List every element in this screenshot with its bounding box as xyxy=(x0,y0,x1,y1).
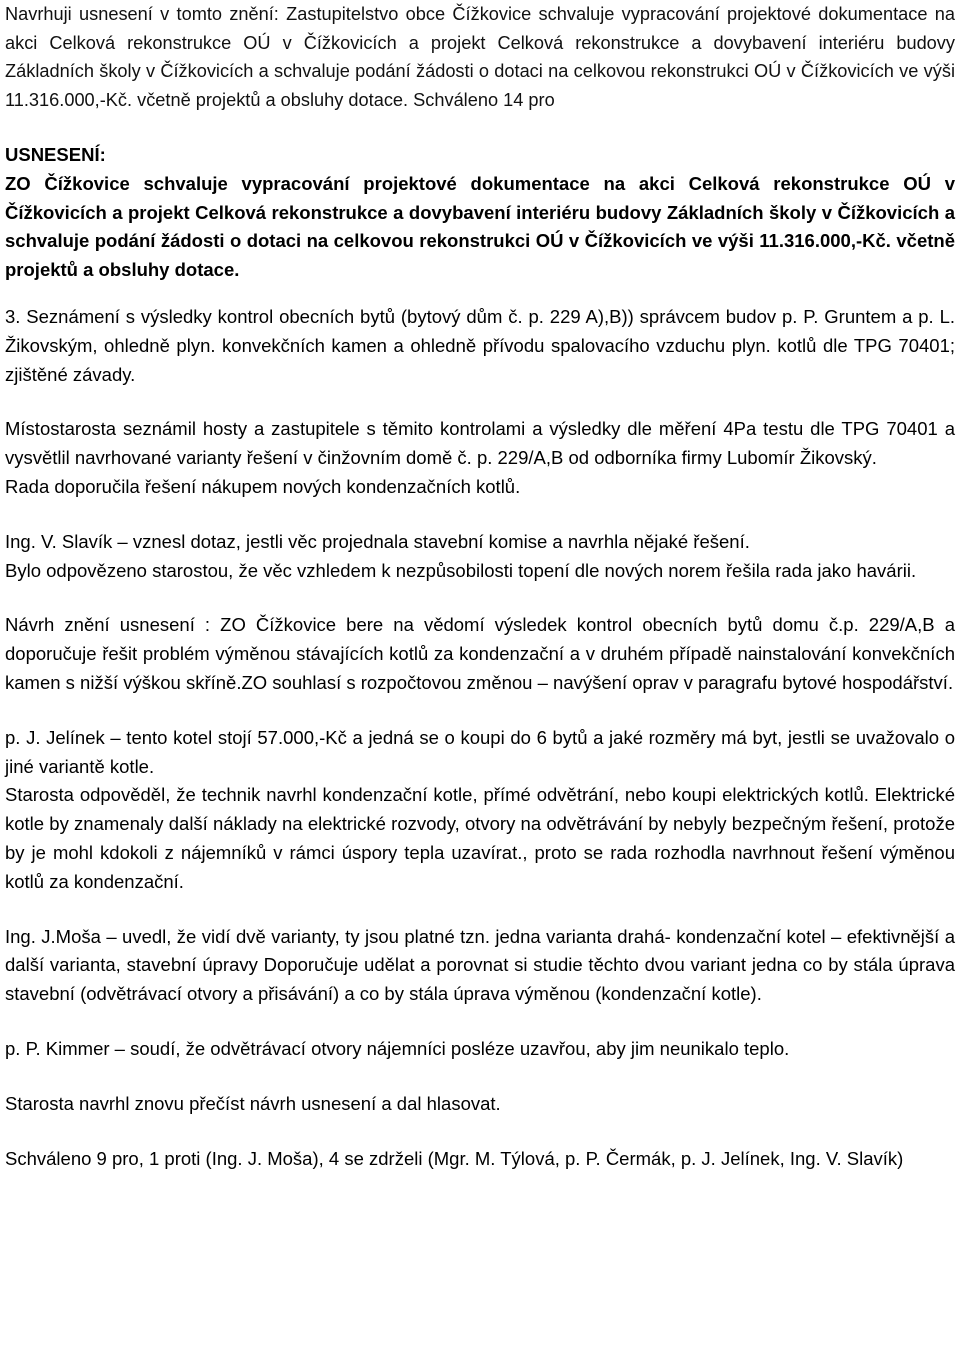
paragraph-line: Návrh znění usnesení : ZO Čížkovice bere na vědomí výsledek kontrol obecních bytů domu č.p. 229/A,B a doporučuje řešit problém výměnou stávajících kotlů za kondenzační a v druhém případě nainstalování konvekčních kamen s nižší výškou skříně.ZO souhlasí s rozpočtovou změnou – navýšení oprav v paragrafu bytové hospodářství. xyxy=(5,614,955,693)
paragraph-jelinek-discussion xyxy=(5,724,955,897)
resolution-heading: USNESENÍ: xyxy=(5,144,106,165)
paragraph-vote-result xyxy=(5,1145,955,1174)
document-page xyxy=(5,0,955,1173)
paragraph-line: Ing. J.Moša – uvedl, že vidí dvě varianty, ty jsou platné tzn. jedna varianta drahá- kondenzační kotel – efektivnější a další varianta, stavební úpravy Doporučuje udělat a porovnat si studie těchto dvou variant jedna co by stála úprava stavební (odvětrávací otvory a přisávání) a co by stála úprava výměnou (kondenzační kotle). xyxy=(5,925,955,1005)
paragraph-line: Schváleno 9 pro, 1 proti (Ing. J. Moša), 4 se zdrželi (Mgr. M. Týlová, p. P. Čermák, p. J. Jelínek, Ing. V. Slavík) xyxy=(5,1147,904,1169)
agenda-item-3-title: 3. Seznámení s výsledky kontrol obecních bytů (bytový dům č. p. 229 A),B)) správcem budov p. P. Gruntem a p. L. Žikovským, ohledně plyn. konvekčních kamen a ohledně přívodu spalovacího vzduchu plyn. kotlů dle TPG 70401; zjištěné závady. xyxy=(5,305,955,385)
paragraph-slavik-question xyxy=(5,528,955,586)
paragraph-line: Starosta navrhl znovu přečíst návrh usnesení a dal hlasovat. xyxy=(5,1092,501,1114)
paragraph-line: Rada doporučila řešení nákupem nových kondenzačních kotlů. xyxy=(5,475,521,497)
paragraph-line: Místostarosta seznámil hosty a zastupitele s těmito kontrolami a výsledky dle měření 4Pa testu dle TPG 70401 a vysvětlil navrhované varianty řešení v činžovním domě č. p. 229/A,B od odborníka firmy Lubomír Žikovský. xyxy=(5,418,955,469)
paragraph-line: Bylo odpovězeno starostou, že věc vzhledem k nezpůsobilosti topení dle nových norem řešila rada jako havárii. xyxy=(5,559,917,581)
proposal-paragraph: Navrhuji usnesení v tomto znění: Zastupitelstvo obce Čížkovice schvaluje vypracování projektové dokumentace na akci Celková rekonstrukce OÚ v Čížkovicích a projekt Celková rekonstrukce a dovybavení interiéru budovy Základních školy v Čížkovicích a schvaluje podání žádosti o dotaci na celkovou rekonstrukci OÚ v Čížkovicích ve výši 11.316.000,-Kč. včetně projektů a obsluhy dotace. Schváleno 14 pro xyxy=(5,4,955,110)
resolution-text: ZO Čížkovice schvaluje vypracování projektové dokumentace na akci Celková rekonstrukce OÚ v Čížkovicích a projekt Celková rekonstrukce a dovybavení interiéru budovy Základních školy v Čížkovicích a schvaluje podání žádosti o dotaci na celkovou rekonstrukci OÚ v Čížkovicích ve výši 11.316.000,-Kč. včetně projektů a obsluhy dotace. xyxy=(5,172,955,281)
paragraph-line: p. J. Jelínek – tento kotel stojí 57.000,-Kč a jedná se o koupi do 6 bytů a jaké rozměry má byt, jestli se uvažovalo o jiné variantě kotle. xyxy=(5,726,955,777)
paragraph-inspection-report xyxy=(5,415,955,501)
paragraph-kimmer-comment xyxy=(5,1035,955,1064)
paragraph-line: Ing. V. Slavík – vznesl dotaz, jestli věc projednala stavební komise a navrhla nějaké řešení. xyxy=(5,530,750,552)
paragraph-resolution-proposal xyxy=(5,611,955,697)
paragraph-vote-call xyxy=(5,1090,955,1119)
paragraph-line: Starosta odpověděl, že technik navrhl kondenzační kotle, přímé odvětrání, nebo koupi elektrických kotlů. Elektrické kotle by znamenaly další náklady na elektrické rozvody, otvory na odvětrávání by nebyly bezpečným řešení, protože by je mohl kdokoli z nájemníků v rámci úspory tepla uzavírat., proto se rada rozhodla navrhnout řešení výměnou kotlů za kondenzační. xyxy=(5,784,955,892)
paragraph-line: p. P. Kimmer – soudí, že odvětrávací otvory nájemníci posléze uzavřou, aby jim neunikalo teplo. xyxy=(5,1037,790,1059)
paragraph-mosa-comment xyxy=(5,923,955,1009)
